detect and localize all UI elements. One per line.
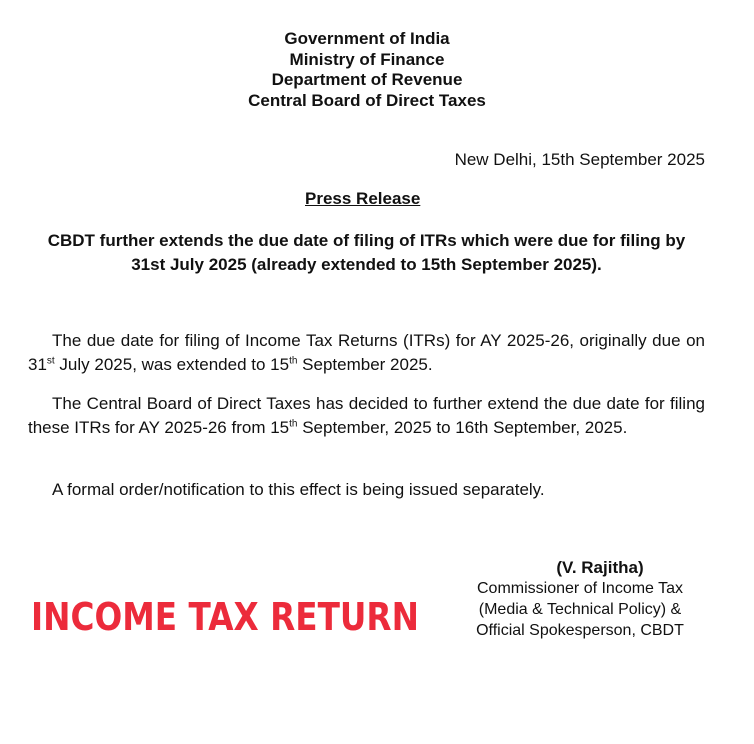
paragraph-1: [28, 329, 705, 377]
paragraph-3: A formal order/notification to this effect is being issued separately.: [52, 480, 545, 499]
income-tax-return-overlay: INCOME TAX RETURN: [31, 595, 419, 639]
header-line-3: Department of Revenue: [271, 70, 463, 89]
letterhead: [0, 29, 734, 111]
paragraph-1-text-b: July 2025, was extended to 15: [54, 355, 290, 374]
header-line-4: Central Board of Direct Taxes: [248, 90, 486, 110]
signatory-title-2: (Media & Technical Policy) &: [478, 601, 682, 618]
signature-block: [455, 557, 705, 641]
header-line-2: Ministry of Finance: [289, 49, 445, 69]
press-release-title: Press Release: [305, 189, 421, 208]
headline: [28, 229, 705, 277]
paragraph-2-text-b: September, 2025 to 16th September, 2025.: [297, 418, 628, 437]
paragraph-1-sup-2: th: [289, 355, 298, 367]
paragraph-2: [28, 392, 705, 440]
headline-line-2: 31st July 2025 (already extended to 15th September 2025).: [131, 255, 602, 274]
paragraph-2-sup-1: th: [289, 418, 298, 430]
release-date: New Delhi, 15th September 2025: [454, 150, 705, 169]
headline-line-1: CBDT further extends the due date of filing of ITRs which were due for filing by: [47, 231, 686, 250]
paragraph-1-text-a: The due date for filing of Income Tax Returns (ITRs) for AY 2025-26, originally due on 31: [28, 331, 705, 374]
paragraph-1-text-c: September 2025.: [297, 355, 433, 374]
signatory-title-1: Commissioner of Income Tax: [477, 580, 683, 597]
header-line-1: Government of India: [284, 29, 450, 48]
signatory-name: (V. Rajitha): [556, 558, 644, 577]
paragraph-2-text-a: The Central Board of Direct Taxes has decided to further extend the due date for filing these ITRs for AY 2025-26 from 15: [28, 394, 705, 437]
signatory-title-3: Official Spokesperson, CBDT: [476, 622, 684, 639]
paragraph-1-sup-1: st: [46, 355, 55, 367]
